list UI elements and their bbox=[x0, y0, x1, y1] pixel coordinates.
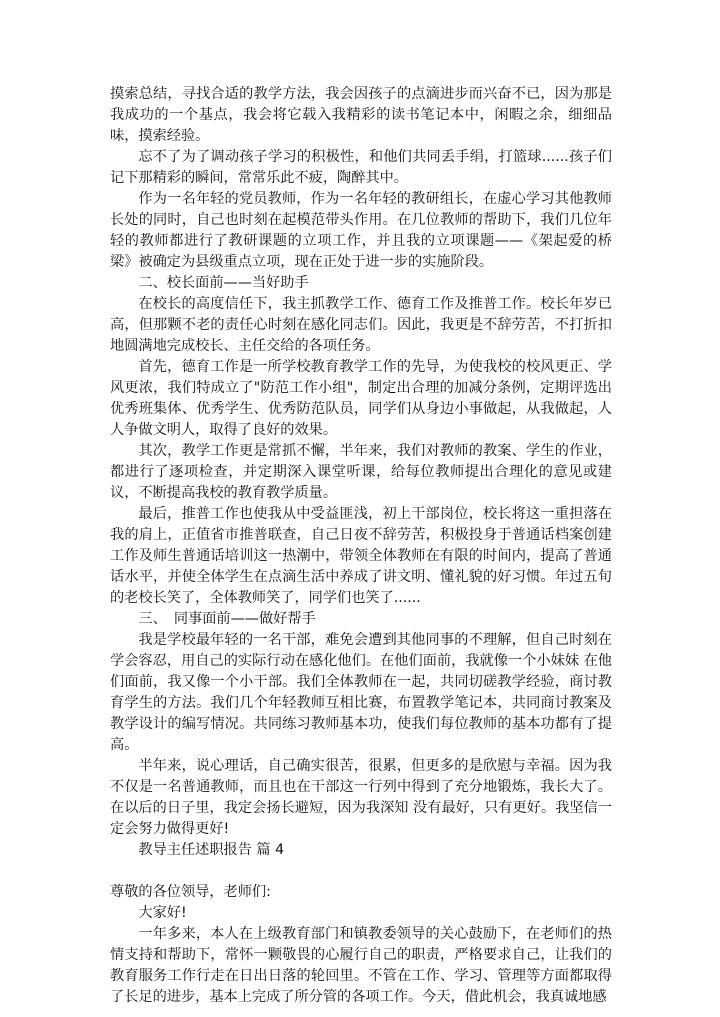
salutation: 尊敬的各位领导，老师们: bbox=[110, 884, 271, 900]
paragraph-2: 忘不了为了调动孩子学习的积极性，和他们共同丢手绢，打篮球......孩子们记下那精彩的瞬间，常常乐此不疲，陶醉其中。 bbox=[110, 149, 612, 186]
paragraph-9: 半年来，说心理话，自己确实很苦，很累，但更多的是欣慰与幸福。因为我不仅是一名普通教师，而且也在干部这一行列中得到了充分地锻炼，我长大了。在以后的日子里，我定会扬长避短，因为我深知 没有最好，只有更好。我坚信一定会努力做得更好! bbox=[110, 758, 612, 837]
paragraph-5: 首先，德育工作是一所学校教育教学工作的先导，为使我校的校风更正、学风更浓，我们特成立了"防范工作小组"，制定出合理的加减分条例，定期评选出优秀班集体、优秀学生、优秀防范队员，同学们从身边小事做起，从我做起，人人争做文明人，取得了良好的效果。 bbox=[110, 359, 612, 438]
paragraph-4: 在校长的高度信任下，我主抓教学工作、德育工作及推普工作。校长年岁已高，但那颗不老的责任心时刻在感化同志们。因此，我更是不辞劳苦，不打折扣地圆满地完成校长、主任交给的各项任务。 bbox=[110, 296, 612, 354]
paragraph-8: 我是学校最年轻的一名干部，难免会遭到其他同事的不理解，但自己时刻在学会容忍，用自己的实际行动在感化他们。在他们面前，我就像一个小妹妹 在他们面前，我又像一个小干部。我们全体教师在一起，共同切磋教学经验，商讨教育学生的方法。我们几个年轻教师互相比赛，布置教学笔记本，共同商讨教案及教学设计的编写情况。共同练习教师基本功，使我们每位教师的基本功都有了提高。 bbox=[110, 632, 612, 753]
section-heading-2: 二、校长面前——当好助手 bbox=[138, 275, 309, 291]
greeting: 大家好! bbox=[138, 905, 187, 921]
paragraph-3: 作为一名年轻的党员教师，作为一名年轻的教研组长，在虚心学习其他教师长处的同时，自己也时刻在起模范带头作用。在几位教师的帮助下，我们几位年轻的教师都进行了教研课题的立项工作，并且我的立项课题——《架起爱的桥梁》被确定为县级重点立项，现在正处于进一步的实施阶段。 bbox=[110, 191, 612, 270]
paragraph-7: 最后，推普工作也使我从中受益匪浅，初上干部岗位，校长将这一重担落在我的肩上，正值省市推普联查，自己日夜不辞劳苦，积极投身于普通话档案创建工作及师生普通话培训这一热潮中，带领全体教师在有限的时间内，提高了普通话水平，并使全体学生在点滴生活中养成了讲文明、懂礼貌的好习惯。年过五旬的老校长笑了，全体教师笑了，同学们也笑了...... bbox=[110, 506, 612, 606]
blank-line bbox=[110, 861, 612, 882]
paragraph-1: 摸索总结，寻找合适的教学方法，我会因孩子的点滴进步而兴奋不已，因为那是我成功的一个基点，我会将它载入我精彩的读书笔记本中，闲暇之余，细细品味，摸索经验。 bbox=[110, 86, 612, 144]
section-heading-3: 三、 同事面前——做好帮手 bbox=[138, 611, 316, 627]
report-title: 教导主任述职报告 篇 4 bbox=[138, 842, 285, 858]
paragraph-10: 一年多来，本人在上级教育部门和镇教委领导的关心鼓励下，在老师们的热情支持和帮助下，常怀一颗敬畏的心履行自己的职责，严格要求自己，让我们的教育服务工作行走在日出日落的轮回里。不管在工作、学习、管理等方面都取得了长足的进步，基本上完成了所分管的各项工作。今天，借此机会，我真诚地感 bbox=[110, 926, 612, 1005]
document-page bbox=[110, 84, 612, 1008]
paragraph-6: 其次，教学工作更是常抓不懈，半年来，我们对教师的教案、学生的作业，都进行了逐项检查，并定期深入课堂听课，给每位教师提出合理化的意见或建议，不断提高我校的教育教学质量。 bbox=[110, 443, 612, 501]
